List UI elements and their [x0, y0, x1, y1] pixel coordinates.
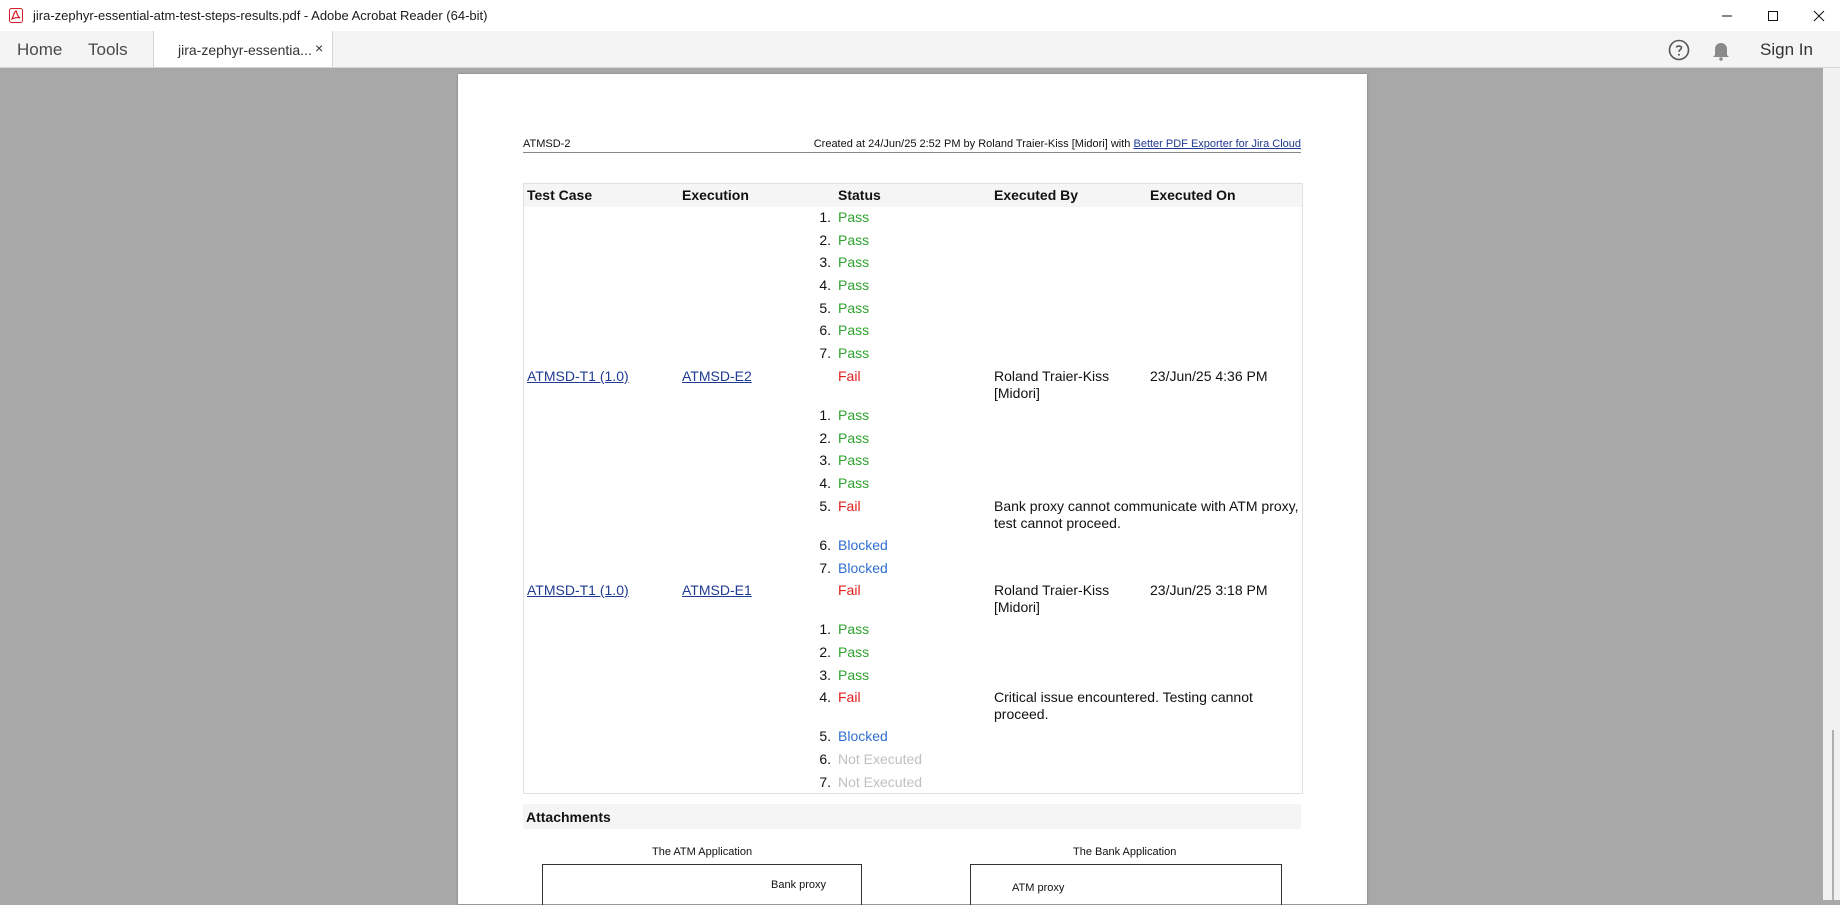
column-header: Execution	[682, 187, 749, 203]
step-number: 6.	[819, 322, 831, 338]
column-header: Executed On	[1150, 187, 1236, 203]
step-number: 2.	[819, 430, 831, 446]
test-case-link[interactable]: ATMSD-T1 (1.0)	[527, 582, 629, 598]
step-status: Pass	[838, 407, 870, 423]
step-status: Pass	[838, 232, 870, 248]
step-status: Pass	[838, 254, 870, 270]
minimize-icon	[1721, 10, 1733, 22]
step-number: 4.	[819, 689, 831, 705]
minimize-button[interactable]	[1704, 0, 1750, 31]
executed-on: 23/Jun/25 4:36 PM	[1150, 368, 1268, 384]
step-number: 1.	[819, 407, 831, 423]
step-status: Pass	[838, 644, 870, 660]
step-number: 1.	[819, 209, 831, 225]
step-status: Blocked	[838, 728, 888, 744]
step-number: 3.	[819, 667, 831, 683]
test-results-table	[523, 183, 1303, 794]
column-header: Status	[838, 187, 881, 203]
step-status: Fail	[838, 498, 861, 514]
tab-tools[interactable]: Tools	[88, 40, 128, 59]
exporter-link[interactable]: Better PDF Exporter for Jira Cloud	[1133, 138, 1301, 150]
step-status: Not Executed	[838, 774, 923, 790]
step-status: Blocked	[838, 537, 888, 553]
execution-status: Fail	[838, 368, 861, 384]
close-icon	[1813, 10, 1825, 22]
step-number: 7.	[819, 774, 831, 790]
sign-in-button[interactable]: Sign In	[1760, 40, 1813, 59]
step-status: Pass	[838, 209, 870, 225]
step-status: Pass	[838, 277, 870, 293]
attachments-header	[523, 804, 1301, 829]
attachments-title: Attachments	[526, 809, 611, 825]
acrobat-pdf-icon	[9, 8, 23, 23]
help-circle-icon[interactable]	[1667, 38, 1691, 62]
step-status: Not Executed	[838, 751, 923, 767]
export-info-text: Created at 24/Jun/25 2:52 PM by Roland Traier-Kiss [Midori] with	[813, 138, 1134, 150]
step-status: Pass	[838, 475, 870, 491]
execution-link[interactable]: ATMSD-E1	[682, 582, 752, 598]
window-title: jira-zephyr-essential-atm-test-steps-results.pdf - Adobe Acrobat Reader (64-bit)	[33, 8, 488, 23]
step-number: 3.	[819, 452, 831, 468]
tab-home[interactable]: Home	[17, 40, 63, 59]
step-status: Pass	[838, 452, 870, 468]
issue-key: ATMSD-2	[523, 138, 571, 150]
close-tab-icon[interactable]: ×	[315, 40, 324, 56]
pdf-page	[458, 74, 1367, 904]
column-header: Executed By	[994, 187, 1079, 203]
step-status: Pass	[838, 667, 870, 683]
scrollbar-thumb[interactable]	[1832, 730, 1834, 900]
attachment-image-atm[interactable]	[542, 864, 862, 905]
title-bar	[0, 0, 1840, 31]
table-header	[524, 184, 1302, 207]
attachment-caption: The ATM Application	[652, 846, 753, 858]
step-status: Blocked	[838, 560, 888, 576]
step-status: Pass	[838, 621, 870, 637]
step-number: 2.	[819, 644, 831, 660]
step-number: 3.	[819, 254, 831, 270]
diagram-label: ATM proxy	[1012, 882, 1065, 894]
diagram-label: Bank proxy	[771, 879, 827, 891]
step-number: 5.	[819, 498, 831, 514]
test-case-link[interactable]: ATMSD-T1 (1.0)	[527, 368, 629, 384]
step-number: 2.	[819, 232, 831, 248]
step-number: 1.	[819, 621, 831, 637]
step-status: Pass	[838, 322, 870, 338]
notification-bell-icon[interactable]	[1709, 38, 1733, 62]
executed-by: Roland Traier-Kiss [Midori]	[994, 582, 1110, 615]
step-status: Pass	[838, 430, 870, 446]
maximize-button[interactable]	[1750, 0, 1796, 31]
step-comment: Bank proxy cannot communicate with ATM proxy, test cannot proceed.	[994, 498, 1299, 531]
step-number: 5.	[819, 300, 831, 316]
step-number: 6.	[819, 537, 831, 553]
column-header: Test Case	[527, 187, 593, 203]
executed-on: 23/Jun/25 3:18 PM	[1150, 582, 1268, 598]
maximize-icon	[1767, 10, 1779, 22]
step-comment: Critical issue encountered. Testing cannot proceed.	[994, 689, 1253, 722]
step-number: 7.	[819, 345, 831, 361]
step-status: Pass	[838, 345, 870, 361]
step-number: 6.	[819, 751, 831, 767]
executed-by: Roland Traier-Kiss [Midori]	[994, 368, 1110, 401]
step-status: Fail	[838, 689, 861, 705]
header-divider	[523, 152, 1301, 153]
document-tab-label: jira-zephyr-essentia...	[178, 42, 312, 58]
execution-link[interactable]: ATMSD-E2	[682, 368, 752, 384]
step-number: 5.	[819, 728, 831, 744]
attachment-caption: The Bank Application	[1073, 846, 1177, 858]
step-number: 4.	[819, 277, 831, 293]
step-number: 7.	[819, 560, 831, 576]
step-status: Pass	[838, 300, 870, 316]
export-info	[814, 138, 1301, 150]
step-number: 4.	[819, 475, 831, 491]
execution-status: Fail	[838, 582, 861, 598]
tab-document[interactable]	[153, 31, 333, 67]
close-window-button[interactable]	[1796, 0, 1840, 31]
attachment-image-bank[interactable]	[970, 864, 1282, 905]
